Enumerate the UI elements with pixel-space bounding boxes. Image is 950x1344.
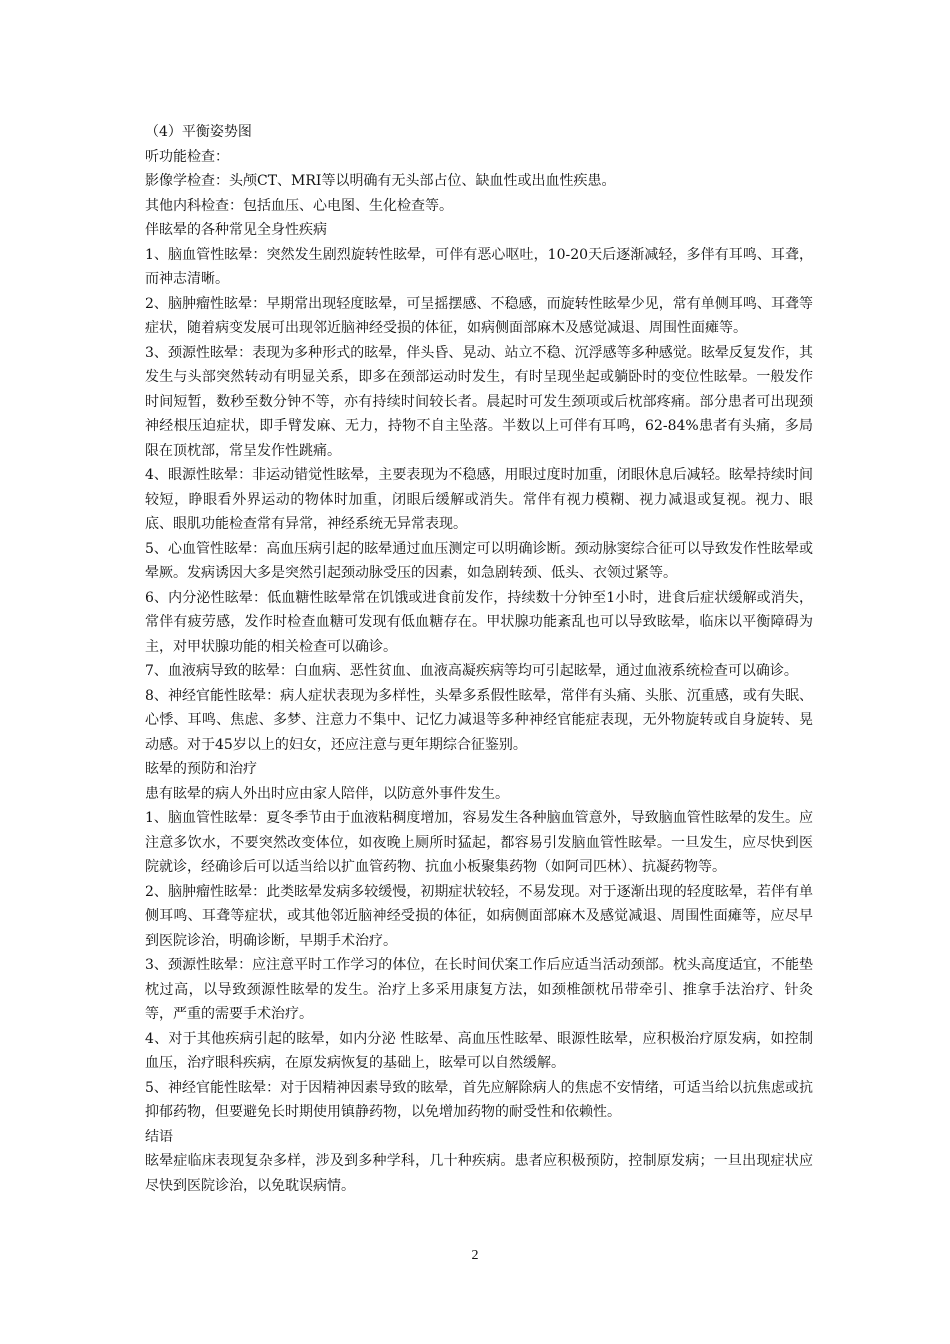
section-heading-prevention: 眩晕的预防和治疗 (145, 761, 257, 777)
section-heading-balance-posturography: （4）平衡姿势图 (145, 124, 252, 140)
paragraph-prevent-neurosis: 5、神经官能性眩晕：对于因精神因素导致的眩晕，首先应解除病人的焦虑不安情绪，可适当给以抗焦虑或抗抑郁药物，但要避免长时期使用镇静药物，以免增加药物的耐受性和依赖性。 (145, 1079, 813, 1120)
body-text (145, 120, 813, 1198)
paragraph-cervical: 3、颈源性眩晕：表现为多种形式的眩晕，伴头昏、晃动、站立不稳、沉浮感等多种感觉。眩晕反复发作，其发生与头部突然转动有明显关系，即多在颈部运动时发生，有时呈现坐起或躺卧时的变位性眩晕。一般发作时间短暂，数秒至数分钟不等，亦有持续时间较长者。晨起时可发生颈项或后枕部疼痛。部分患者可出现颈神经根压迫症状，即手臂发麻、无力，持物不自主坠落。半数以上可伴有耳鸣，62-84%患者有头痛，多局限在顶枕部，常呈发作性跳痛。 (145, 344, 813, 459)
paragraph-prevent-brain-tumor: 2、脑肿瘤性眩晕：此类眩晕发病多较缓慢，初期症状较轻，不易发现。对于逐渐出现的轻度眩晕，若伴有单侧耳鸣、耳聋等症状，或其他邻近脑神经受损的体征，如病侧面部麻木及感觉减退、周围性面瘫等，应尽早到医院诊治，明确诊断，早期手术治疗。 (145, 883, 813, 949)
section-heading-conclusion: 结语 (145, 1128, 173, 1145)
paragraph-conclusion: 眩晕症临床表现复杂多样，涉及到多种学科，几十种疾病。患者应积极预防，控制原发病；一旦出现症状应尽快到医院诊治，以免耽误病情。 (145, 1153, 813, 1194)
page-number: 2 (471, 1248, 479, 1263)
paragraph-hearing-test: 听功能检查： (145, 148, 229, 165)
section-heading-systemic-diseases: 伴眩晕的各种常见全身性疾病 (145, 222, 327, 238)
paragraph-blood-disease: 7、血液病导致的眩晕：白血病、恶性贫血、血液高凝疾病等均可引起眩晕，通过血液系统检查可以确诊。 (145, 663, 798, 679)
paragraph-accompany: 患有眩晕的病人外出时应由家人陪伴，以防意外事件发生。 (145, 785, 509, 802)
paragraph-prevent-cerebrovascular: 1、脑血管性眩晕：夏冬季节由于血液粘稠度增加，容易发生各种脑血管意外，导致脑血管性眩晕的发生。应注意多饮水，不要突然改变体位，如夜晚上厕所时猛起，都容易引发脑血管性眩晕。一旦发生，应尽快到医院就诊，经确诊后可以适当给以扩血管药物、抗血小板聚集药物（如阿司匹林）、抗凝药物等。 (145, 810, 813, 875)
paragraph-cardiovascular: 5、心血管性眩晕：高血压病引起的眩晕通过血压测定可以明确诊断。颈动脉窦综合征可以导致发作性眩晕或晕厥。发病诱因大多是突然引起颈动脉受压的因素，如急剧转颈、低头、衣领过紧等。 (145, 540, 813, 581)
paragraph-endocrine: 6、内分泌性眩晕：低血糖性眩晕常在饥饿或进食前发作，持续数十分钟至1小时，进食后症状缓解或消失，常伴有疲劳感，发作时检查血糖可发现有低血糖存在。甲状腺功能紊乱也可以导致眩晕，临床以平衡障碍为主，对甲状腺功能的相关检查可以确诊。 (145, 589, 813, 655)
paragraph-ocular: 4、眼源性眩晕：非运动错觉性眩晕，主要表现为不稳感，用眼过度时加重，闭眼休息后减轻。眩晕持续时间较短，睁眼看外界运动的物体时加重，闭眼后缓解或消失。常伴有视力模糊、视力减退或复视。视力、眼底、眼肌功能检查常有异常，神经系统无异常表现。 (145, 467, 813, 532)
paragraph-neurosis: 8、神经官能性眩晕：病人症状表现为多样性，头晕多系假性眩晕，常伴有头痛、头胀、沉重感，或有失眠、心悸、耳鸣、焦虑、多梦、注意力不集中、记忆力减退等多种神经官能症表现，无外物旋转或自身旋转、晃动感。对于45岁以上的妇女，还应注意与更年期综合征鉴别。 (145, 687, 813, 753)
paragraph-other-tests: 其他内科检查：包括血压、心电图、生化检查等。 (145, 197, 453, 214)
paragraph-imaging: 影像学检查：头颅CT、MRI等以明确有无头部占位、缺血性或出血性疾患。 (145, 173, 616, 189)
paragraph-prevent-other: 4、对于其他疾病引起的眩晕，如内分泌 性眩晕、高血压性眩晕、眼源性眩晕，应积极治疗原发病，如控制血压，治疗眼科疾病，在原发病恢复的基础上，眩晕可以自然缓解。 (145, 1030, 813, 1071)
paragraph-cerebrovascular: 1、脑血管性眩晕：突然发生剧烈旋转性眩晕，可伴有恶心呕吐，10-20天后逐渐减轻，多伴有耳鸣、耳聋，而神志清晰。 (145, 246, 813, 287)
paragraph-brain-tumor: 2、脑肿瘤性眩晕：早期常出现轻度眩晕，可呈摇摆感、不稳感，而旋转性眩晕少见，常有单侧耳鸣、耳聋等症状，随着病变发展可出现邻近脑神经受损的体征，如病侧面部麻木及感觉减退、周围性面瘫等。 (145, 295, 813, 336)
paragraph-prevent-cervical: 3、颈源性眩晕：应注意平时工作学习的体位，在长时间伏案工作后应适当活动颈部。枕头高度适宜，不能垫枕过高，以导致颈源性眩晕的发生。治疗上多采用康复方法，如颈椎颌枕吊带牵引、推拿手法治疗、针灸等，严重的需要手术治疗。 (145, 957, 813, 1022)
